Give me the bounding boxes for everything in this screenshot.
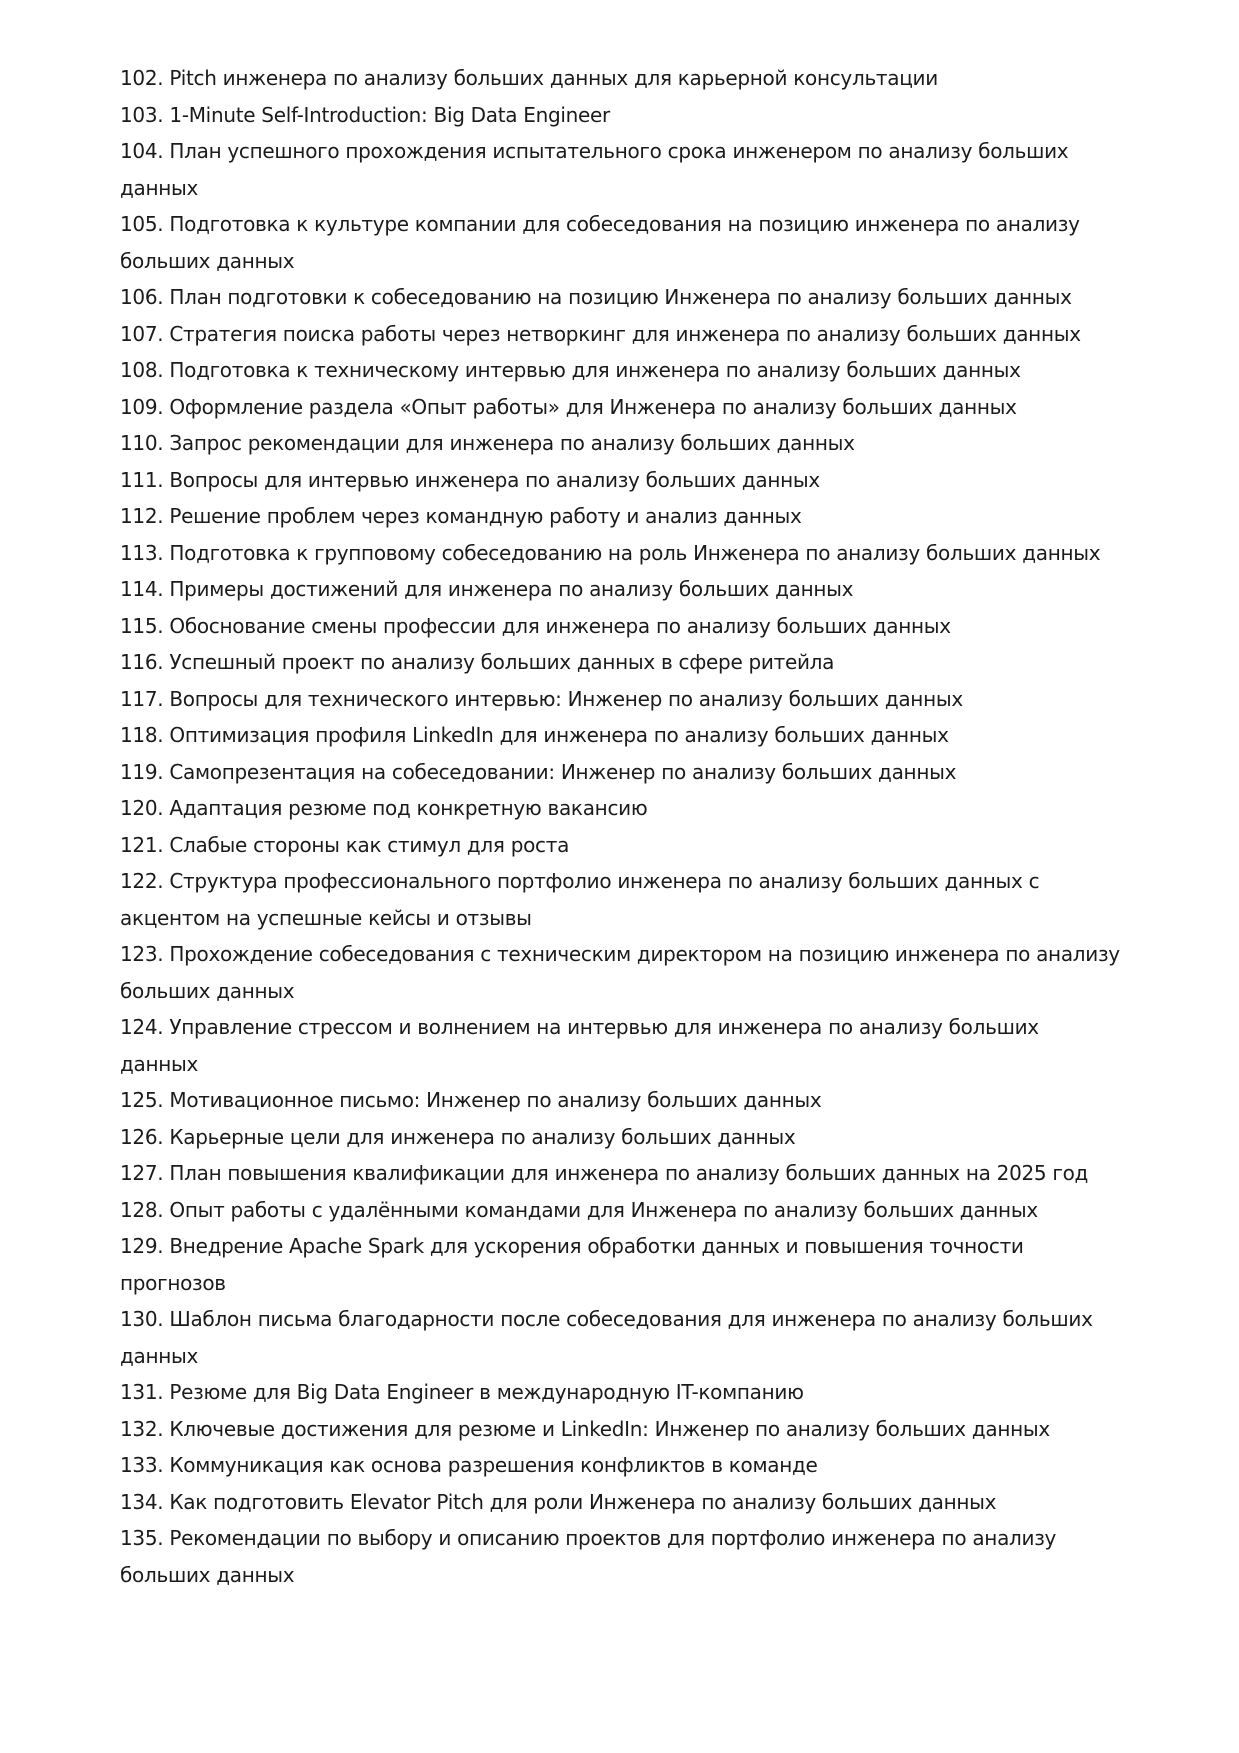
list-item: 122. Структура профессионального портфолио инженера по анализу больших данных с акцентом на успешные кейсы и отзывы [120,869,1040,930]
list-item: 108. Подготовка к техническому интервью для инженера по анализу больших данных [120,358,1021,382]
list-item: 133. Коммуникация как основа разрешения конфликтов в команде [120,1453,818,1477]
list-item: 132. Ключевые достижения для резюме и LinkedIn: Инженер по анализу больших данных [120,1416,1050,1441]
list-item: 110. Запрос рекомендации для инженера по анализу больших данных [120,431,855,455]
list-item: 111. Вопросы для интервью инженера по анализу больших данных [120,467,820,492]
list-item: 135. Рекомендации по выбору и описанию проектов для портфолио инженера по анализу больших данных [120,1526,1057,1587]
list-item: 109. Оформление раздела «Опыт работы» для Инженера по анализу больших данных [120,394,1017,419]
list-item: 121. Слабые стороны как стимул для роста [120,832,570,857]
list-item: 107. Стратегия поиска работы через нетворкинг для инженера по анализу больших данных [120,321,1081,346]
list-item: 131. Резюме для Big Data Engineer в международную IT-компанию [120,1380,804,1404]
list-item: 114. Примеры достижений для инженера по анализу больших данных [120,577,854,601]
list-item: 113. Подготовка к групповому собеседованию на роль Инженера по анализу больших данных [120,540,1101,565]
document-page [120,60,1120,1593]
list-item: 119. Самопрезентация на собеседовании: Инженер по анализу больших данных [120,759,957,784]
list-item: 130. Шаблон письма благодарности после собеседования для инженера по анализу больших данных [120,1307,1093,1368]
list-item: 125. Мотивационное письмо: Инженер по анализу больших данных [120,1088,822,1112]
list-item: 120. Адаптация резюме под конкретную вакансию [120,796,648,820]
list-item: 105. Подготовка к культуре компании для собеседования на позицию инженера по анализу больших данных [120,212,1080,273]
list-item: 117. Вопросы для технического интервью: Инженер по анализу больших данных [120,686,963,711]
list-item: 112. Решение проблем через командную работу и анализ данных [120,504,802,528]
list-item: 103. 1-Minute Self-Introduction: Big Data Engineer [120,102,610,127]
list-item: 116. Успешный проект по анализу больших данных в сфере ритейла [120,650,835,674]
list-item: 128. Опыт работы с удалёнными командами для Инженера по анализу больших данных [120,1197,1038,1222]
list-item: 134. Как подготовить Elevator Pitch для роли Инженера по анализу больших данных [120,1489,997,1514]
list-item: 104. План успешного прохождения испытательного срока инженером по анализу больших данных [120,139,1069,200]
list-item: 106. План подготовки к собеседованию на позицию Инженера по анализу больших данных [120,285,1072,309]
list-item: 118. Оптимизация профиля LinkedIn для инженера по анализу больших данных [120,723,949,747]
list-item: 123. Прохождение собеседования с техническим директором на позицию инженера по анализу больших данных [120,942,1120,1003]
list-item: 124. Управление стрессом и волнением на интервью для инженера по анализу больших данных [120,1015,1039,1076]
list-item: 127. План повышения квалификации для инженера по анализу больших данных на 2025 год [120,1161,1089,1185]
list-item: 129. Внедрение Apache Spark для ускорения обработки данных и повышения точности прогнозов [120,1234,1024,1295]
list-item: 126. Карьерные цели для инженера по анализу больших данных [120,1124,796,1149]
list-item: 102. Pitch инженера по анализу больших данных для карьерной консультации [120,66,938,90]
list-item: 115. Обоснование смены профессии для инженера по анализу больших данных [120,613,951,638]
